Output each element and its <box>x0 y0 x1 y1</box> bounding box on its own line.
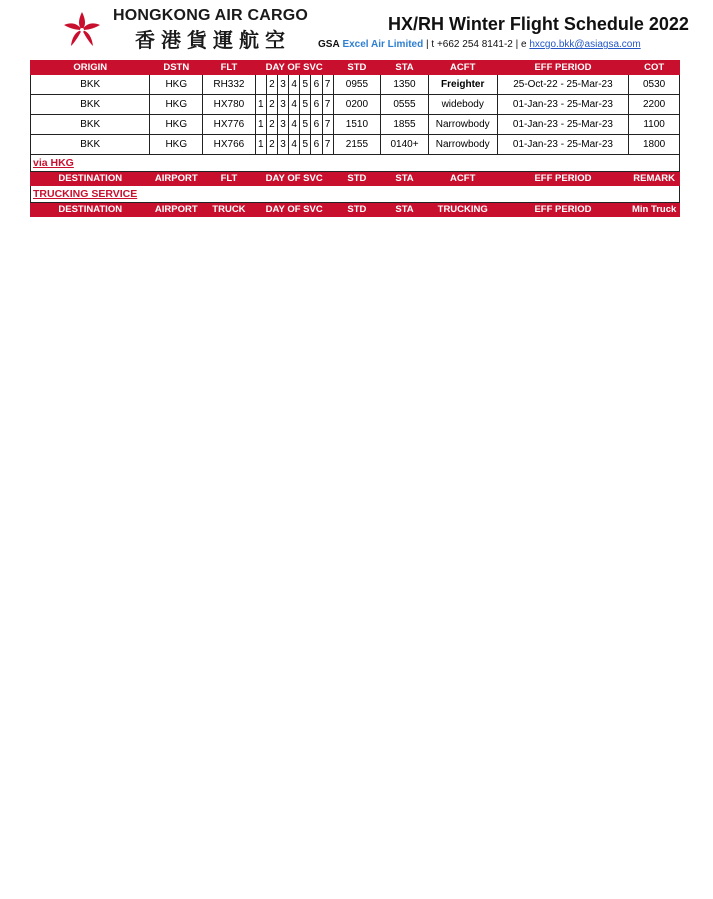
column-header: DESTINATION <box>31 172 150 186</box>
column-header: REMARK <box>629 172 680 186</box>
effective-period: 01-Jan-23 - 25-Mar-23 <box>497 115 629 135</box>
day-of-service-cell: 5 <box>300 75 311 95</box>
aircraft-cell: Narrowbody <box>428 135 497 155</box>
contact-phone: | t +662 254 8141-2 | e <box>426 39 527 50</box>
day-of-service-cell: 5 <box>300 95 311 115</box>
table-row <box>31 75 680 95</box>
brand-name-en: HONGKONG AIR CARGO <box>113 7 309 24</box>
table-row <box>31 135 680 155</box>
flight-cell: RH332 <box>203 75 256 95</box>
column-header: DESTINATION <box>31 203 150 217</box>
day-of-service-cell: 2 <box>266 75 277 95</box>
column-header: Min Truck <box>629 203 680 217</box>
day-of-service-cell: 4 <box>289 75 300 95</box>
column-header: ORIGIN <box>31 61 150 75</box>
day-of-service-cell: 1 <box>255 135 266 155</box>
origin-cell: BKK <box>31 95 150 115</box>
contact-email-link[interactable]: hxcgo.bkk@asiagsa.com <box>529 39 641 50</box>
day-of-service-cell: 7 <box>322 115 333 135</box>
column-header: AIRPORT <box>150 203 203 217</box>
day-of-service-cell: 3 <box>278 75 289 95</box>
table-header-row <box>31 172 680 186</box>
flight-cell: HX780 <box>203 95 256 115</box>
column-header: STA <box>381 61 429 75</box>
contact-line <box>318 39 641 50</box>
sta-cell: 1855 <box>381 115 429 135</box>
destination-code-cell: HKG <box>150 115 203 135</box>
std-cell: 0200 <box>333 95 381 115</box>
day-of-service-cell: 7 <box>322 135 333 155</box>
origin-cell: BKK <box>31 115 150 135</box>
column-header: EFF PERIOD <box>497 172 629 186</box>
destination-code-cell: HKG <box>150 135 203 155</box>
page-title: HX/RH Winter Flight Schedule 2022 <box>388 14 689 34</box>
column-header: TRUCKING <box>428 203 497 217</box>
column-header: FLT <box>203 61 256 75</box>
brand-name-cn: 香港貨運航空 <box>135 30 291 52</box>
column-header: DAY OF SVC <box>255 203 333 217</box>
cot-cell: 1100 <box>629 115 680 135</box>
aircraft-cell: Narrowbody <box>428 115 497 135</box>
day-of-service-cell: 6 <box>311 75 322 95</box>
day-of-service-cell: 5 <box>300 135 311 155</box>
column-header: EFF PERIOD <box>497 203 629 217</box>
cot-cell: 2200 <box>629 95 680 115</box>
column-header: STD <box>333 61 381 75</box>
column-header: AIRPORT <box>150 172 203 186</box>
day-of-service-cell: 4 <box>289 115 300 135</box>
day-of-service-cell: 4 <box>289 95 300 115</box>
gsa-label: GSA <box>318 39 340 50</box>
effective-period: 01-Jan-23 - 25-Mar-23 <box>497 135 629 155</box>
std-cell: 1510 <box>333 115 381 135</box>
effective-period: 25-Oct-22 - 25-Mar-23 <box>497 75 629 95</box>
day-of-service-cell: 4 <box>289 135 300 155</box>
column-header: TRUCK <box>203 203 256 217</box>
column-header: ACFT <box>428 172 497 186</box>
section-heading: TRUCKING SERVICE <box>31 186 680 203</box>
table-header-row <box>31 61 680 75</box>
sta-cell: 0555 <box>381 95 429 115</box>
day-of-service-cell: 3 <box>278 135 289 155</box>
day-of-service-cell: 5 <box>300 115 311 135</box>
cot-cell: 1800 <box>629 135 680 155</box>
schedule-body <box>31 61 680 217</box>
day-of-service-cell: 1 <box>255 115 266 135</box>
origin-cell: BKK <box>31 135 150 155</box>
table-row <box>31 95 680 115</box>
destination-code-cell: HKG <box>150 95 203 115</box>
document-header <box>0 0 713 60</box>
column-header: STD <box>333 203 381 217</box>
column-header: STD <box>333 172 381 186</box>
day-of-service-cell: 6 <box>311 115 322 135</box>
flight-cell: HX766 <box>203 135 256 155</box>
std-cell: 0955 <box>333 75 381 95</box>
day-of-service-cell: 7 <box>322 75 333 95</box>
column-header: STA <box>381 172 429 186</box>
day-of-service-cell <box>255 75 266 95</box>
sta-cell: 1350 <box>381 75 429 95</box>
day-of-service-cell: 3 <box>278 115 289 135</box>
day-of-service-cell: 6 <box>311 95 322 115</box>
day-of-service-cell: 1 <box>255 95 266 115</box>
aircraft-cell: Freighter <box>428 75 497 95</box>
day-of-service-cell: 6 <box>311 135 322 155</box>
table-header-row <box>31 203 680 217</box>
cot-cell: 0530 <box>629 75 680 95</box>
column-header: DSTN <box>150 61 203 75</box>
section-heading-row <box>31 186 680 203</box>
column-header: COT <box>629 61 680 75</box>
day-of-service-cell: 3 <box>278 95 289 115</box>
destination-code-cell: HKG <box>150 75 203 95</box>
flight-cell: HX776 <box>203 115 256 135</box>
day-of-service-cell: 2 <box>266 115 277 135</box>
gsa-company: Excel Air Limited <box>342 39 424 50</box>
section-heading-row <box>31 155 680 172</box>
column-header: ACFT <box>428 61 497 75</box>
effective-period: 01-Jan-23 - 25-Mar-23 <box>497 95 629 115</box>
bauhinia-logo-icon <box>60 8 104 52</box>
sta-cell: 0140+ <box>381 135 429 155</box>
aircraft-cell: widebody <box>428 95 497 115</box>
table-row <box>31 115 680 135</box>
column-header: DAY OF SVC <box>255 61 333 75</box>
origin-cell: BKK <box>31 75 150 95</box>
column-header: FLT <box>203 172 256 186</box>
section-heading: via HKG <box>31 155 680 172</box>
flight-schedule-table <box>30 60 680 217</box>
column-header: DAY OF SVC <box>255 172 333 186</box>
day-of-service-cell: 2 <box>266 135 277 155</box>
column-header: EFF PERIOD <box>497 61 629 75</box>
day-of-service-cell: 7 <box>322 95 333 115</box>
column-header: STA <box>381 203 429 217</box>
std-cell: 2155 <box>333 135 381 155</box>
day-of-service-cell: 2 <box>266 95 277 115</box>
